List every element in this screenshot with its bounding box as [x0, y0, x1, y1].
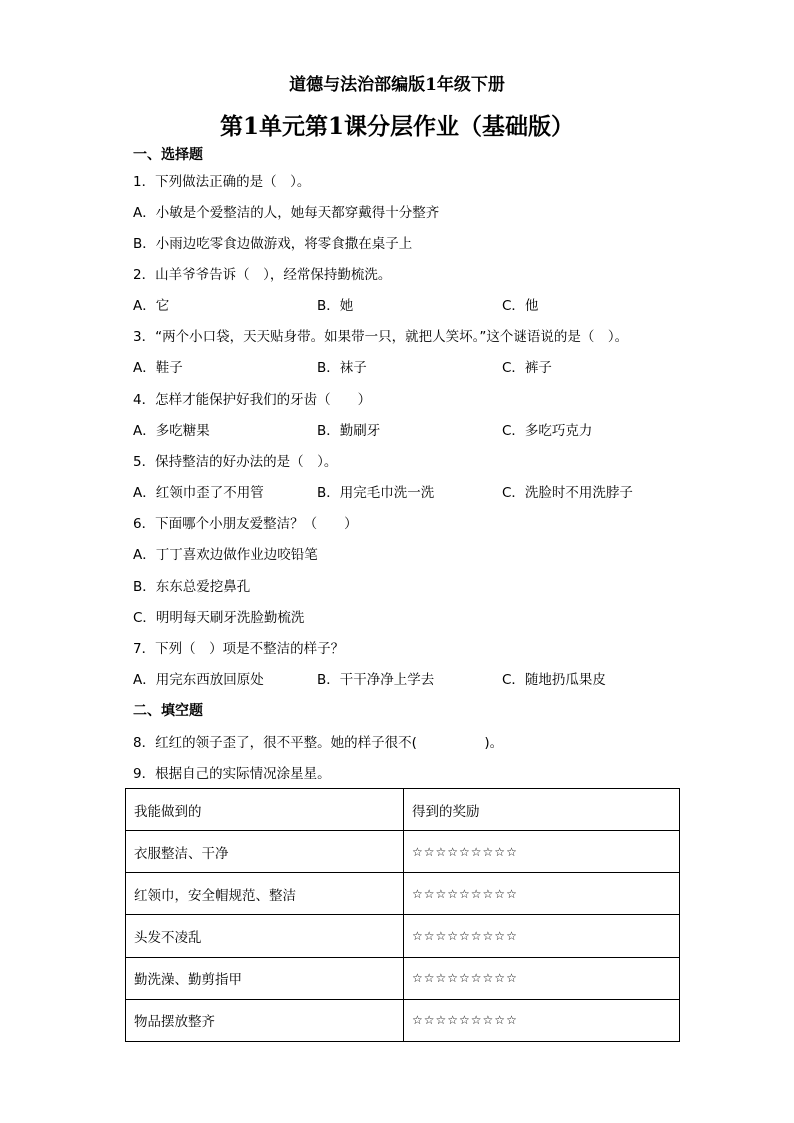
question-5-option-b: B．用完毛巾洗一洗 — [317, 485, 435, 501]
question-9-stem: 9．根据自己的实际情况涂星星。 — [133, 766, 331, 782]
section-heading-fill: 二、填空题 — [133, 703, 203, 719]
question-2-option-b: B．她 — [317, 298, 354, 314]
table-row — [126, 873, 680, 915]
question-1-option-a: A．小敏是个爱整洁的人，她每天都穿戴得十分整齐 — [133, 205, 440, 221]
star-rating-cell[interactable]: ☆☆☆☆☆☆☆☆☆ — [404, 873, 680, 915]
question-3-stem: 3．“两个小口袋，天天贴身带。如果带一只，就把人笑坏。”这个谜语说的是（ ）。 — [133, 329, 629, 345]
behavior-cell: 衣服整洁、干净 — [126, 831, 404, 873]
star-rating-cell[interactable]: ☆☆☆☆☆☆☆☆☆ — [404, 915, 680, 957]
behavior-cell: 勤洗澡、勤剪指甲 — [126, 957, 404, 999]
question-7-option-a: A．用完东西放回原处 — [133, 672, 264, 688]
question-1-option-b: B．小雨边吃零食边做游戏，将零食撒在桌子上 — [133, 236, 413, 252]
question-7-option-b: B．干干净净上学去 — [317, 672, 435, 688]
question-5-option-c: C．洗脸时不用洗脖子 — [502, 485, 633, 501]
question-2-stem: 2．山羊爷爷告诉（ ），经常保持勤梳洗。 — [133, 267, 392, 283]
self-assessment-table — [125, 788, 680, 1042]
document-subtitle: 第1单元第1课分层作业（基础版） — [219, 113, 574, 140]
question-4-option-a: A．多吃糖果 — [133, 423, 210, 439]
behavior-cell: 物品摆放整齐 — [126, 999, 404, 1041]
question-6-option-c: C．明明每天刷牙洗脸勤梳洗 — [133, 610, 305, 626]
behavior-cell: 红领巾，安全帽规范、整洁 — [126, 873, 404, 915]
star-rating-cell[interactable]: ☆☆☆☆☆☆☆☆☆ — [404, 831, 680, 873]
question-2-option-a: A．它 — [133, 298, 170, 314]
table-row — [126, 915, 680, 957]
question-2-option-c: C．他 — [502, 298, 539, 314]
table-row — [126, 831, 680, 873]
question-3-option-a: A．鞋子 — [133, 360, 183, 376]
table-header-cell: 得到的奖励 — [404, 789, 680, 831]
question-6-option-a: A．丁丁喜欢边做作业边咬铅笔 — [133, 547, 318, 563]
star-rating-cell[interactable]: ☆☆☆☆☆☆☆☆☆ — [404, 999, 680, 1041]
table-row — [126, 999, 680, 1041]
question-5-option-a: A．红领巾歪了不用管 — [133, 485, 264, 501]
table-row — [126, 957, 680, 999]
question-7-option-c: C．随地扔瓜果皮 — [502, 672, 606, 688]
question-1-stem: 1．下列做法正确的是（ ）。 — [133, 174, 311, 190]
question-6-option-b: B．东东总爱挖鼻孔 — [133, 579, 251, 595]
question-4-option-c: C．多吃巧克力 — [502, 423, 593, 439]
question-3-option-c: C．裤子 — [502, 360, 552, 376]
behavior-cell: 头发不凌乱 — [126, 915, 404, 957]
table-header-row — [126, 789, 680, 831]
question-8-stem: 8．红红的领子歪了，很不平整。她的样子很不( )。 — [133, 735, 504, 751]
question-3-option-b: B．袜子 — [317, 360, 367, 376]
star-rating-cell[interactable]: ☆☆☆☆☆☆☆☆☆ — [404, 957, 680, 999]
question-4-option-b: B．勤刷牙 — [317, 423, 381, 439]
table-header-cell: 我能做到的 — [126, 789, 404, 831]
section-heading-choice: 一、选择题 — [133, 147, 203, 163]
question-7-stem: 7．下列（ ）项是不整洁的样子？ — [133, 641, 345, 657]
question-6-stem: 6．下面哪个小朋友爱整洁？（ ） — [133, 516, 358, 532]
question-4-stem: 4．怎样才能保护好我们的牙齿（ ） — [133, 392, 372, 408]
document-title: 道德与法治部编版1年级下册 — [289, 75, 505, 95]
question-5-stem: 5．保持整洁的好办法的是（ ）。 — [133, 454, 338, 470]
